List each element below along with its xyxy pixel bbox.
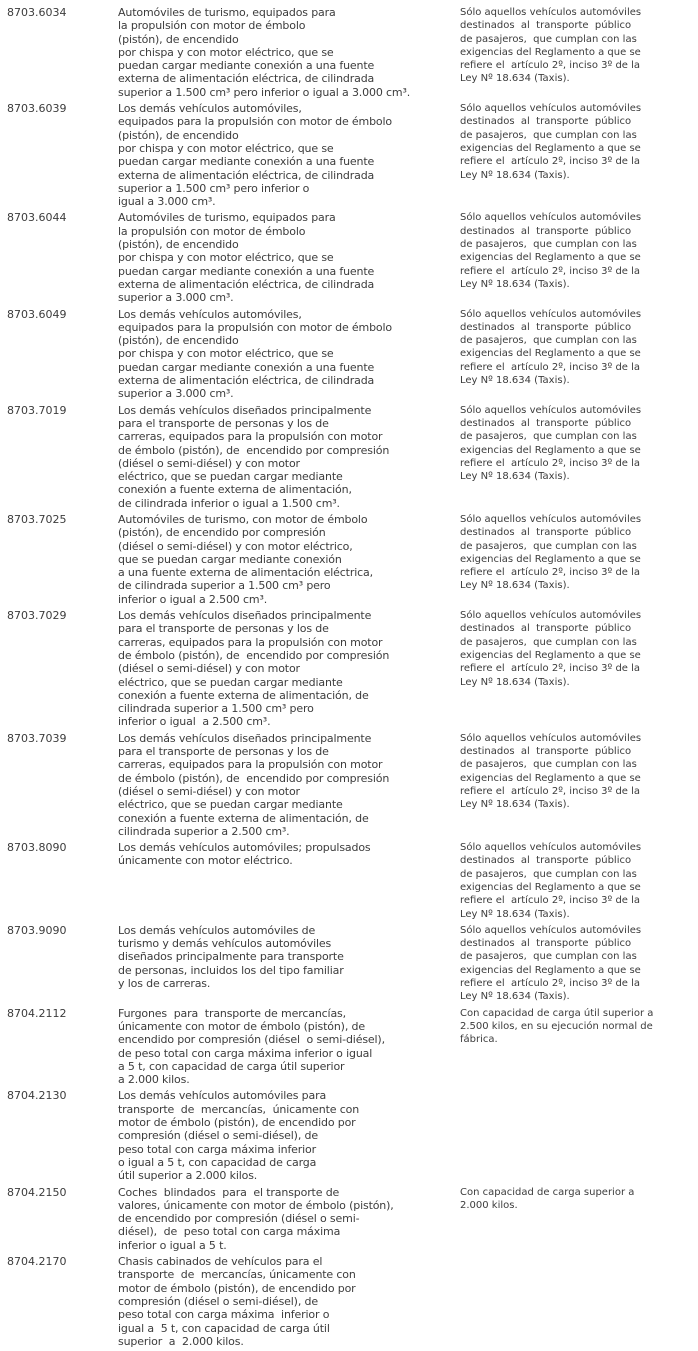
text-line: motor de émbolo (pistón), de encendido por [118,1116,356,1130]
text-line: destinados al transporte público [460,938,632,950]
description-cell [118,513,460,606]
description-cell [118,1089,460,1182]
text-line: de émbolo (pistón), de encendido por compresión [118,771,390,785]
table-row [7,308,698,401]
text-line: refiere el artículo 2º, inciso 3º de la [460,361,641,373]
text-line: externa de alimentación eléctrica, de cilindrada [118,72,375,86]
text-line: turismo y demás vehículos automóviles [118,937,332,951]
text-line: refiere el artículo 2º, inciso 3º de la [460,60,641,72]
text-line: Los demás vehículos automóviles para [118,1089,327,1103]
table-row [7,404,698,510]
code-cell [7,924,118,937]
text-line: la propulsión con motor de émbolo [118,19,306,33]
text-line: de émbolo (pistón), de encendido por compresión [118,648,390,662]
text-line: Coches blindados para el transporte de [118,1185,340,1199]
text-line: (pistón), de encendido [118,32,239,46]
text-line: exigencias del Reglamento a que se [460,142,641,154]
text-line: Los demás vehículos automóviles, [118,102,302,116]
description-cell [118,924,460,990]
text-line: Sólo aquellos vehículos automóviles [460,212,642,224]
text-line: exigencias del Reglamento a que se [460,772,641,784]
text-line: de pasajeros, que cumplan con las [460,431,637,443]
text-line: de pasajeros, que cumplan con las [460,759,637,771]
description-cell [118,1007,460,1087]
text-line: carreras, equipados para la propulsión con motor [118,758,383,772]
note-cell [460,609,656,689]
text-line: compresión (diésel o semi-diésel), de [118,1294,318,1308]
text-line: exigencias del Reglamento a que se [460,444,641,456]
text-line: de pasajeros, que cumplan con las [460,129,637,141]
text-line: refiere el artículo 2º, inciso 3º de la [460,663,641,675]
text-line: 8703.9090 [7,923,67,937]
code-cell [7,404,118,417]
text-line: conexión a fuente externa de alimentación, [118,483,352,497]
text-line: por chispa y con motor eléctrico, que se [118,141,334,155]
text-line: carreras, equipados para la propulsión con motor [118,635,383,649]
text-line: Los demás vehículos automóviles de [118,923,316,937]
text-line: refiere el artículo 2º, inciso 3º de la [460,978,641,990]
text-line: Los demás vehículos automóviles, [118,307,302,321]
text-line: únicamente con motor eléctrico. [118,854,293,868]
description-cell [118,1255,460,1348]
code-cell [7,6,118,19]
text-line: equipados para la propulsión con motor de émbolo [118,115,392,129]
text-line: (diésel o semi-diésel) y con motor [118,662,300,676]
text-line: refiere el artículo 2º, inciso 3º de la [460,895,641,907]
description-cell [118,102,460,208]
text-line: de émbolo (pistón), de encendido por compresión [118,443,390,457]
text-line: carreras, equipados para la propulsión con motor [118,430,383,444]
text-line: Ley Nº 18.634 (Taxis). [460,471,570,483]
text-line: refiere el artículo 2º, inciso 3º de la [460,265,641,277]
text-line: eléctrico, que se puedan cargar mediante [118,798,343,812]
text-line: por chispa y con motor eléctrico, que se [118,347,334,361]
text-line: de cilindrada superior a 1.500 cm³ pero [118,579,331,593]
text-line: útil superior a 2.000 kilos. [118,1169,258,1183]
note-cell [460,841,656,921]
text-line: Sólo aquellos vehículos automóviles [460,732,642,744]
text-line: destinados al transporte público [460,116,632,128]
text-line: Los demás vehículos diseñados principalmente [118,609,372,623]
text-line: 8703.7019 [7,403,67,417]
text-line: puedan cargar mediante conexión a una fuente [118,155,375,169]
text-line: de personas, incluidos los del tipo familiar [118,963,344,977]
text-line: cilindrada superior a 2.500 cm³. [118,824,290,838]
note-cell [460,1089,656,1090]
code-cell [7,308,118,321]
text-line: externa de alimentación eléctrica, de cilindrada [118,168,375,182]
text-line: inferior o igual a 2.500 cm³. [118,715,271,729]
text-line: igual a 3.000 cm³. [118,195,216,209]
table-row [7,6,698,99]
text-line: Sólo aquellos vehículos automóviles [460,924,642,936]
table-row [7,732,698,838]
text-line: a 2.000 kilos. [118,1073,190,1087]
text-line: Sólo aquellos vehículos automóviles [460,7,642,18]
text-line: de pasajeros, que cumplan con las [460,33,637,45]
text-line: fábrica. [460,1034,498,1046]
text-line: exigencias del Reglamento a que se [460,553,641,565]
text-line: Con capacidad de carga superior a [460,1186,635,1198]
text-line: Ley Nº 18.634 (Taxis). [460,278,570,290]
text-line: 8704.2130 [7,1089,67,1103]
text-line: superior a 3.000 cm³. [118,291,234,305]
text-line: conexión a fuente externa de alimentación, de [118,811,369,825]
text-line: encendido por compresión (diésel o semi-diésel), [118,1033,385,1047]
text-line: exigencias del Reglamento a que se [460,882,641,893]
note-cell [460,1186,656,1213]
description-cell [118,732,460,838]
code-cell [7,732,118,745]
text-line: 8703.7039 [7,731,67,745]
text-line: exigencias del Reglamento a que se [460,348,641,360]
table-row [7,1186,698,1252]
text-line: o igual a 5 t, con capacidad de carga [118,1155,317,1169]
text-line: inferior o igual a 5 t. [118,1238,227,1252]
text-line: de peso total con carga máxima inferior o igual [118,1046,373,1060]
text-line: de pasajeros, que cumplan con las [460,868,637,880]
text-line: eléctrico, que se puedan cargar mediante [118,675,343,689]
code-cell [7,102,118,115]
description-cell [118,308,460,401]
note-cell [460,308,656,388]
text-line: refiere el artículo 2º, inciso 3º de la [460,785,641,797]
description-cell [118,1186,460,1252]
note-cell [460,211,656,291]
note-cell [460,513,656,593]
note-cell [460,1007,656,1047]
text-line: equipados para la propulsión con motor de émbolo [118,320,392,334]
text-line: refiere el artículo 2º, inciso 3º de la [460,567,641,579]
text-line: peso total con carga máxima inferior [118,1142,317,1156]
text-line: exigencias del Reglamento a que se [460,649,641,661]
text-line: Sólo aquellos vehículos automóviles [460,513,642,525]
text-line: de pasajeros, que cumplan con las [460,335,637,347]
text-line: Sólo aquellos vehículos automóviles [460,404,642,416]
description-cell [118,211,460,304]
text-line: Ley Nº 18.634 (Taxis). [460,73,570,85]
text-line: para el transporte de personas y los de [118,622,329,636]
text-line: superior a 2.000 kilos. [118,1334,244,1348]
text-line: Automóviles de turismo, con motor de émbolo [118,512,368,526]
text-line: 8703.8090 [7,841,67,855]
text-line: 2.000 kilos. [460,1199,518,1211]
text-line: superior a 1.500 cm³ pero inferior o igual a 3.000 cm³. [118,85,411,99]
text-line: (pistón), de encendido [118,128,239,142]
text-line: eléctrico, que se puedan cargar mediante [118,470,343,484]
description-cell [118,841,460,868]
text-line: puedan cargar mediante conexión a una fuente [118,360,375,374]
text-line: transporte de mercancías, únicamente con [118,1102,360,1116]
table-row [7,1255,698,1348]
text-line: Ley Nº 18.634 (Taxis). [460,375,570,387]
text-line: 8703.6039 [7,102,67,116]
text-line: por chispa y con motor eléctrico, que se [118,45,334,59]
text-line: 8704.2170 [7,1255,67,1269]
text-line: de pasajeros, que cumplan con las [460,636,637,648]
text-line: refiere el artículo 2º, inciso 3º de la [460,156,641,168]
text-line: Ley Nº 18.634 (Taxis). [460,580,570,592]
text-line: destinados al transporte público [460,225,632,237]
code-cell [7,1186,118,1199]
text-line: 8703.6044 [7,211,67,225]
text-line: peso total con carga máxima inferior o [118,1308,330,1322]
code-cell [7,841,118,854]
description-cell [118,404,460,510]
text-line: destinados al transporte público [460,527,632,539]
code-cell [7,609,118,622]
text-line: exigencias del Reglamento a que se [460,964,641,976]
table-row [7,609,698,729]
text-line: 8703.7029 [7,609,67,623]
table-row [7,841,698,921]
text-line: Sólo aquellos vehículos automóviles [460,610,642,622]
text-line: únicamente con motor de émbolo (pistón), de [118,1019,365,1033]
text-line: superior a 3.000 cm³. [118,387,234,401]
text-line: Con capacidad de carga útil superior a [460,1007,654,1019]
text-line: refiere el artículo 2º, inciso 3º de la [460,457,641,469]
table-row [7,211,698,304]
table-row [7,1007,698,1087]
text-line: externa de alimentación eléctrica, de cilindrada [118,277,375,291]
text-line: de cilindrada inferior o igual a 1.500 cm³. [118,496,340,510]
code-cell [7,513,118,526]
text-line: Automóviles de turismo, equipados para [118,211,336,225]
text-line: Chasis cabinados de vehículos para el [118,1255,323,1269]
text-line: Los demás vehículos diseñados principalmente [118,403,372,417]
text-line: superior a 1.500 cm³ pero inferior o [118,181,310,195]
text-line: destinados al transporte público [460,321,632,333]
text-line: diseñados principalmente para transporte [118,950,344,964]
text-line: compresión (diésel o semi-diésel), de [118,1129,318,1143]
note-cell [460,404,656,484]
text-line: transporte de mercancías, únicamente con [118,1268,356,1282]
code-cell [7,1255,118,1268]
text-line: Ley Nº 18.634 (Taxis). [460,908,570,920]
text-line: de pasajeros, que cumplan con las [460,951,637,963]
text-line: Automóviles de turismo, equipados para [118,6,336,19]
text-line: valores, únicamente con motor de émbolo (pistón), [118,1198,394,1212]
text-line: (diésel o semi-diésel) y con motor [118,456,300,470]
note-cell [460,924,656,1004]
text-line: la propulsión con motor de émbolo [118,224,306,238]
text-line: igual a 5 t, con capacidad de carga útil [118,1321,330,1335]
table-row [7,1089,698,1182]
text-line: exigencias del Reglamento a que se [460,46,641,58]
text-line: Ley Nº 18.634 (Taxis). [460,676,570,688]
text-line: (diésel o semi-diésel) y con motor eléctrico, [118,539,353,553]
text-line: destinados al transporte público [460,855,632,867]
note-cell [460,732,656,812]
text-line: motor de émbolo (pistón), de encendido por [118,1281,356,1295]
text-line: puedan cargar mediante conexión a una fuente [118,264,375,278]
text-line: 8703.6049 [7,307,67,321]
text-line: de pasajeros, que cumplan con las [460,239,637,251]
text-line: externa de alimentación eléctrica, de cilindrada [118,374,375,388]
table-row [7,513,698,606]
text-line: para el transporte de personas y los de [118,745,329,759]
text-line: (pistón), de encendido por compresión [118,526,326,540]
text-line: Sólo aquellos vehículos automóviles [460,103,642,115]
text-line: 8703.6034 [7,6,67,19]
note-cell [460,102,656,182]
description-cell [118,6,460,99]
text-line: y los de carreras. [118,977,211,991]
text-line: a 5 t, con capacidad de carga útil superior [118,1059,345,1073]
text-line: 8703.7025 [7,512,67,526]
text-line: puedan cargar mediante conexión a una fuente [118,59,375,73]
text-line: (diésel o semi-diésel) y con motor [118,784,300,798]
table-row [7,924,698,1004]
text-line: a una fuente externa de alimentación eléctrica, [118,566,373,580]
code-cell [7,1007,118,1020]
text-line: Los demás vehículos automóviles; propulsados [118,841,371,855]
text-line: 8704.2112 [7,1006,67,1020]
code-cell [7,1089,118,1102]
text-line: de pasajeros, que cumplan con las [460,540,637,552]
text-line: (pistón), de encendido [118,238,239,252]
description-cell [118,609,460,729]
text-line: de encendido por compresión (diésel o semi- [118,1212,360,1226]
text-line: Furgones para transporte de mercancías, [118,1006,346,1020]
table-row [7,102,698,208]
text-line: por chispa y con motor eléctrico, que se [118,251,334,265]
text-line: diésel), de peso total con carga máxima [118,1225,341,1239]
text-line: que se puedan cargar mediante conexión [118,552,342,566]
text-line: Ley Nº 18.634 (Taxis). [460,799,570,811]
text-line: (pistón), de encendido [118,334,239,348]
text-line: 8704.2150 [7,1185,67,1199]
text-line: Sólo aquellos vehículos automóviles [460,308,642,320]
text-line: destinados al transporte público [460,746,632,758]
text-line: Los demás vehículos diseñados principalmente [118,731,372,745]
text-line: exigencias del Reglamento a que se [460,252,641,264]
code-cell [7,211,118,224]
text-line: destinados al transporte público [460,417,632,429]
text-line: conexión a fuente externa de alimentación, de [118,688,369,702]
text-line: destinados al transporte público [460,20,632,32]
text-line: Sólo aquellos vehículos automóviles [460,842,642,854]
text-line: Ley Nº 18.634 (Taxis). [460,991,570,1003]
note-cell [460,6,656,86]
text-line: 2.500 kilos, en su ejecución normal de [460,1020,653,1032]
text-line: para el transporte de personas y los de [118,416,329,430]
text-line: cilindrada superior a 1.500 cm³ pero [118,702,314,716]
note-cell [460,1255,656,1256]
text-line: destinados al transporte público [460,623,632,635]
text-line: inferior o igual a 2.500 cm³. [118,592,268,606]
text-line: Ley Nº 18.634 (Taxis). [460,169,570,181]
